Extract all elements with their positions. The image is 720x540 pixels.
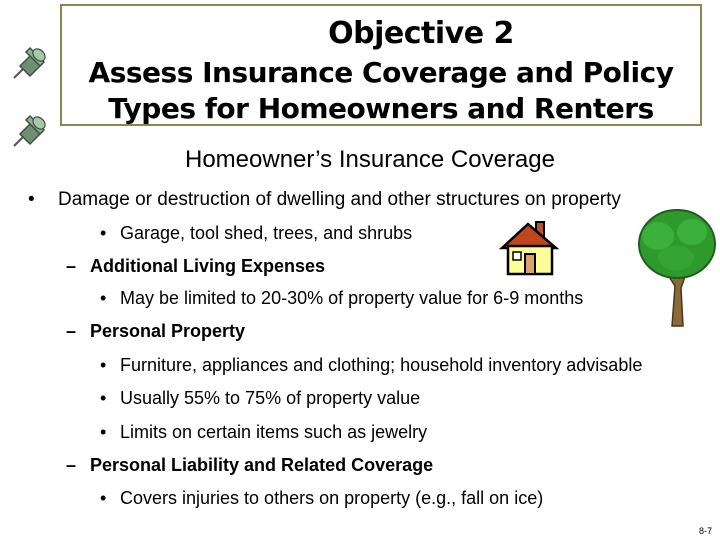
bullet-text: Damage or destruction of dwelling and other structures on property <box>58 189 621 210</box>
bullet-item <box>100 223 412 244</box>
bullet-text: Additional Living Expenses <box>90 256 326 276</box>
bullet-text: Furniture, appliances and clothing; household inventory advisable <box>120 355 643 375</box>
bullet-item <box>100 355 642 376</box>
bullet-marker: • <box>100 223 107 243</box>
bullet-marker: • <box>100 355 107 375</box>
bullet-marker: • <box>28 189 35 210</box>
push-pin-icon <box>6 40 50 86</box>
bullet-marker: • <box>100 388 107 408</box>
slide-title-line-1: Objective 2 <box>328 16 514 51</box>
tree-clipart <box>636 206 718 330</box>
bullet-marker: • <box>100 288 107 308</box>
bullet-text: Covers injuries to others on property (e.g., fall on ice) <box>120 488 544 508</box>
bullet-marker: • <box>100 488 107 508</box>
bullet-marker: – <box>66 321 77 341</box>
bullet-item <box>28 189 621 211</box>
bullet-text: Personal Property <box>90 321 246 341</box>
bullet-item <box>66 321 245 342</box>
bullet-item <box>100 388 420 409</box>
slide-title-box <box>60 4 702 126</box>
left-decoration-strip <box>0 0 58 540</box>
bullet-text: Garage, tool shed, trees, and shrubs <box>120 223 413 243</box>
bullet-marker: • <box>100 422 107 442</box>
bullet-item <box>100 422 427 443</box>
bullet-text: Personal Liability and Related Coverage <box>90 455 434 475</box>
bullet-marker: – <box>66 455 77 475</box>
bullet-text: Usually 55% to 75% of property value <box>120 388 421 408</box>
bullet-item <box>66 256 325 277</box>
bullet-item <box>100 288 583 309</box>
bullet-marker: – <box>66 256 77 276</box>
slide-title-line-2: Assess Insurance Coverage and Policy <box>88 56 674 89</box>
bullet-item <box>100 488 543 509</box>
bullet-item <box>66 455 433 476</box>
slide-title-line-3: Types for Homeowners and Renters <box>108 92 654 125</box>
house-clipart <box>498 218 564 276</box>
slide-number: 8-7 <box>698 526 712 536</box>
bullet-text: Limits on certain items such as jewelry <box>120 422 428 442</box>
slide-subheading: Homeowner’s Insurance Coverage <box>185 146 555 173</box>
bullet-text: May be limited to 20-30% of property value for 6-9 months <box>120 288 584 308</box>
